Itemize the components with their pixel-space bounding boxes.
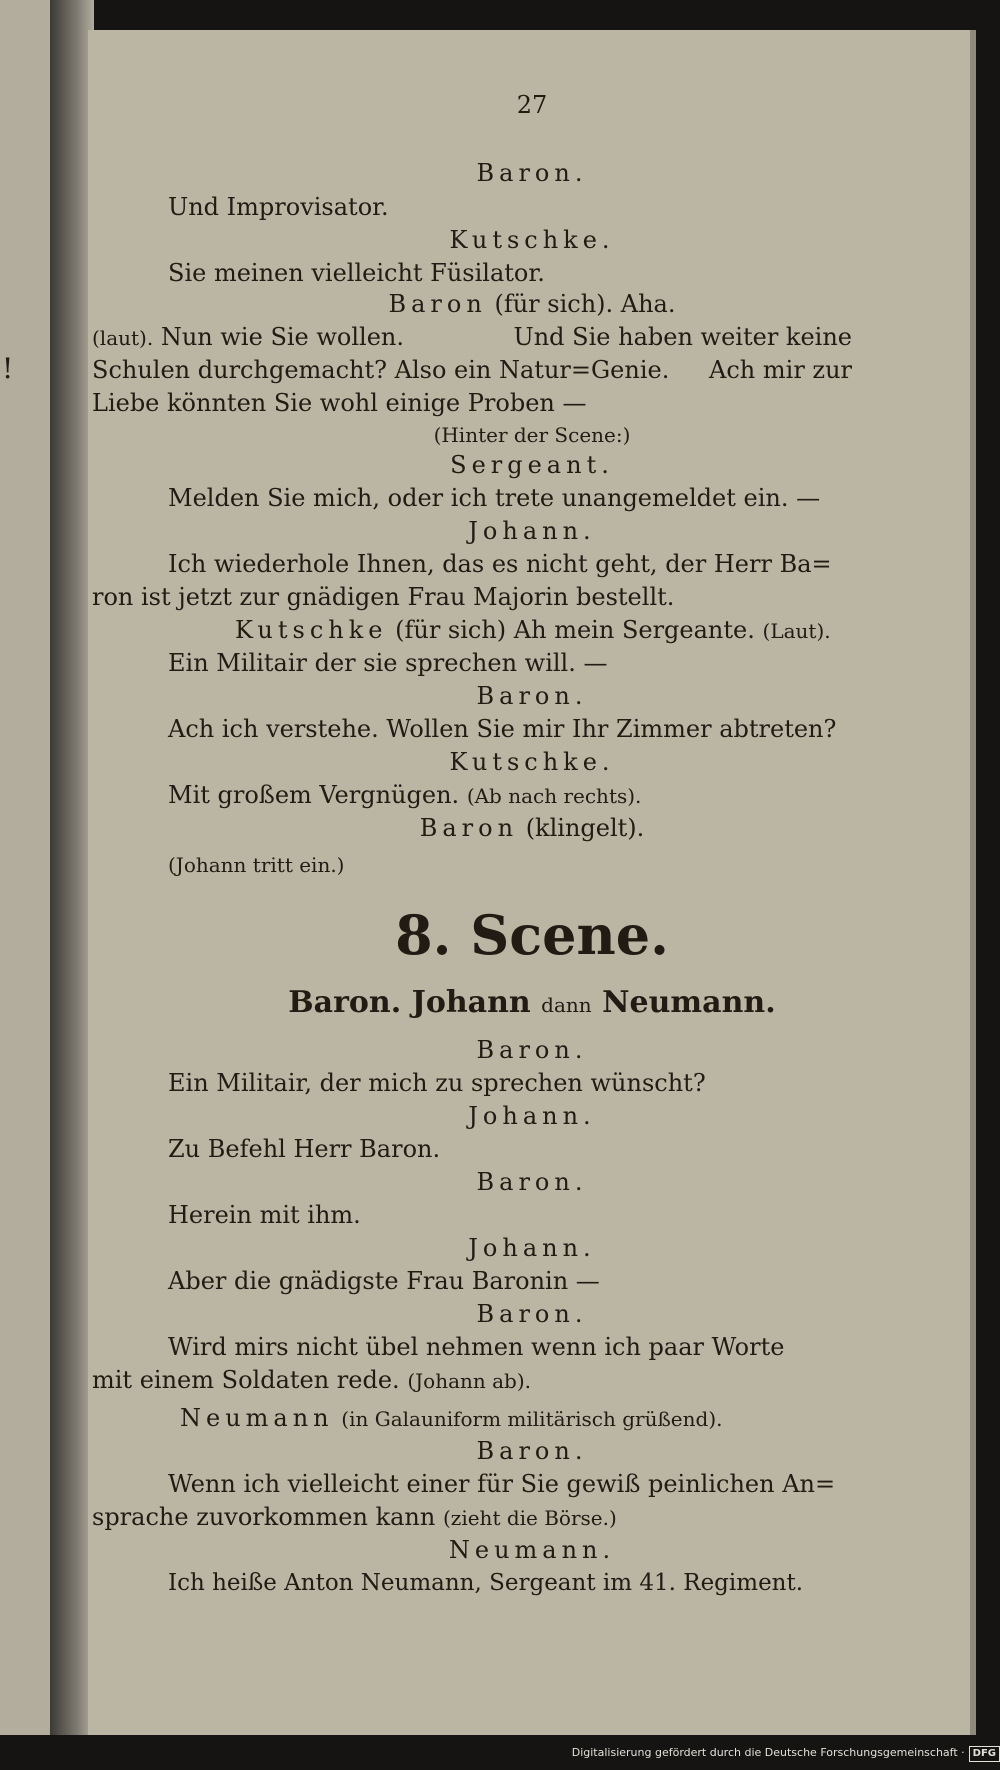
- speaker-with-direction: [235, 615, 831, 646]
- dialogue-line: Ach ich verstehe. Wollen Sie mir Ihr Zimmer abtreten?: [168, 715, 837, 743]
- dialogue-text: Nun wie Sie wollen.: [160, 323, 405, 351]
- speaker-name: Baron: [419, 814, 519, 842]
- speaker-with-direction: [88, 813, 976, 843]
- speaker-label: Baron.: [476, 1437, 588, 1465]
- dialogue-line: Liebe könnten Sie wohl einige Proben —: [92, 389, 587, 417]
- dialogue-line: Herein mit ihm.: [168, 1201, 361, 1229]
- dialogue-line: Ein Militair, der mich zu sprechen wünscht?: [168, 1069, 706, 1097]
- speaker-name: Baron: [388, 290, 487, 318]
- dialogue-text: Schulen durchgemacht? Also ein Natur=Genie.: [92, 356, 670, 384]
- stage-direction: (Ab nach rechts).: [466, 784, 642, 808]
- speaker-with-direction: [180, 1403, 722, 1434]
- speaker-label: Neumann.: [448, 1536, 616, 1564]
- dialogue-line: Und Improvisator.: [168, 193, 389, 221]
- dialogue-line: Ein Militair der sie sprechen will. —: [168, 649, 608, 677]
- stage-direction: (Laut).: [762, 619, 831, 643]
- speaker-label: Baron.: [476, 1300, 588, 1328]
- dialogue-line: Ich heiße Anton Neumann, Sergeant im 41. Regiment.: [168, 1570, 804, 1596]
- credit-text: Digitalisierung gefördert durch die Deutsche Forschungsgemeinschaft ·: [571, 1746, 965, 1759]
- dialogue-line: Wenn ich vielleicht einer für Sie gewiß peinlichen An=: [168, 1470, 836, 1498]
- dialogue-text: mit einem Soldaten rede.: [92, 1366, 400, 1394]
- dialogue-line: [92, 322, 404, 353]
- margin-mark: !: [2, 352, 14, 385]
- dialogue-line: [92, 1365, 531, 1396]
- scene-heading: 8. Scene.: [395, 903, 669, 967]
- page-number: 27: [516, 91, 548, 119]
- dialogue-line: ron ist jetzt zur gnädigen Frau Majorin bestellt.: [92, 583, 675, 611]
- dialogue-text: Mit großem Vergnügen.: [168, 781, 460, 809]
- dialogue-text: sprache zuvorkommen kann: [92, 1503, 436, 1531]
- speaker-with-direction: [88, 289, 976, 319]
- speaker-label: Baron.: [476, 159, 588, 187]
- dialogue-line: Zu Befehl Herr Baron.: [168, 1135, 441, 1163]
- dfg-logo: DFG: [969, 1746, 1000, 1762]
- speaker-label: Baron.: [476, 1036, 588, 1064]
- cast-name: Baron.: [288, 985, 402, 1020]
- stage-direction: (Hinter der Scene:): [433, 423, 631, 447]
- speaker-label: Baron.: [476, 682, 588, 710]
- dialogue-line: [92, 1502, 617, 1533]
- digitization-credit: [572, 1746, 1000, 1762]
- dialogue-line: Sie meinen vielleicht Füsilator.: [168, 259, 545, 287]
- speaker-label: Johann.: [468, 1234, 596, 1262]
- cast-name: Johann: [411, 985, 531, 1020]
- dialogue-line: Aber die gnädigste Frau Baronin —: [168, 1267, 600, 1295]
- stage-direction: (Johann tritt ein.): [168, 853, 345, 877]
- dialogue-text: (für sich) Ah mein Sergeante.: [395, 616, 755, 644]
- stage-direction: (in Galauniform militärisch grüßend).: [341, 1407, 723, 1431]
- speaker-name: Neumann: [180, 1404, 334, 1432]
- speaker-label: Sergeant.: [450, 451, 614, 479]
- cast-name: Neumann.: [602, 985, 776, 1020]
- speaker-label: Baron.: [476, 1168, 588, 1196]
- dialogue-text: Und Sie haben weiter keine: [513, 323, 852, 351]
- dialogue-line: Wird mirs nicht übel nehmen wenn ich paar Worte: [168, 1333, 785, 1361]
- speaker-label: Johann.: [468, 1102, 596, 1130]
- stage-direction: (zieht die Börse.): [442, 1506, 617, 1530]
- dialogue-line: Ich wiederhole Ihnen, das es nicht geht, der Herr Ba=: [168, 550, 832, 578]
- page-edge: [970, 30, 976, 1735]
- dialogue-text: Ach mir zur: [709, 356, 852, 384]
- dialogue-line: Melden Sie mich, oder ich trete unangemeldet ein. —: [168, 484, 821, 512]
- speaker-label: Kutschke.: [449, 748, 615, 776]
- speaker-label: Johann.: [468, 517, 596, 545]
- speaker-label: Kutschke.: [449, 226, 615, 254]
- cast-connector: dann: [541, 993, 592, 1017]
- speaker-name: Kutschke: [235, 616, 388, 644]
- stage-direction: (für sich). Aha.: [494, 290, 676, 318]
- stage-direction: (laut).: [92, 326, 154, 350]
- dialogue-line: [168, 780, 641, 811]
- stage-direction: (Johann ab).: [407, 1369, 531, 1393]
- stage-direction: (klingelt).: [525, 814, 645, 842]
- cast-list: [88, 985, 976, 1023]
